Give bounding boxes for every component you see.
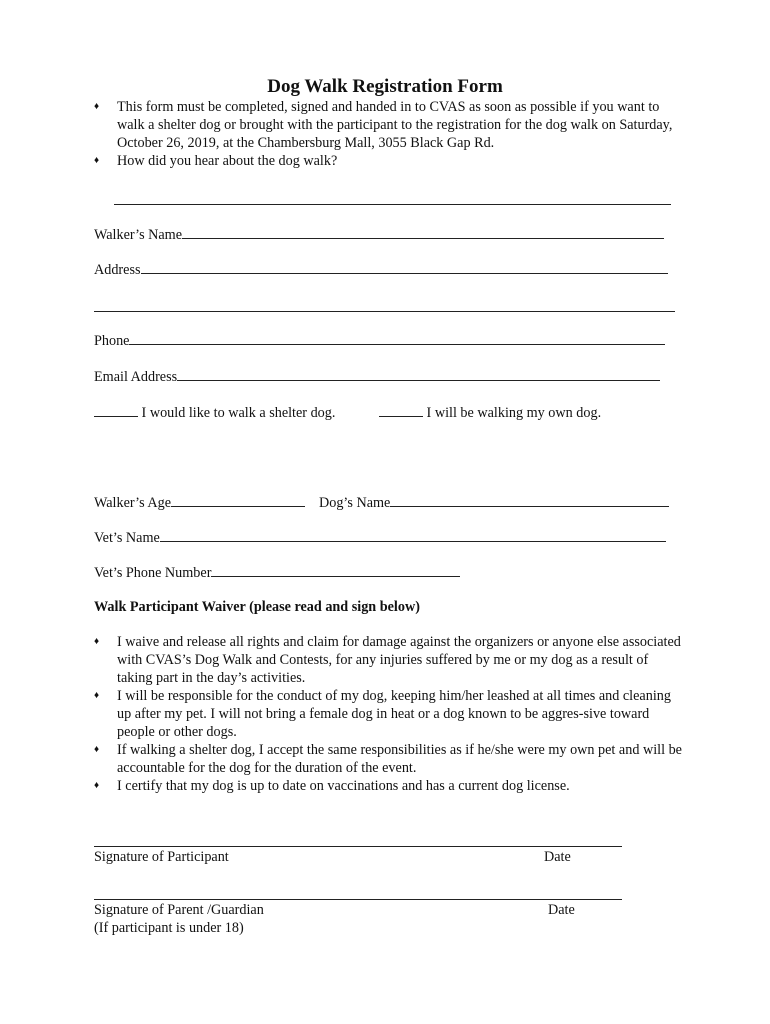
address-label: Address [94, 262, 141, 278]
dog-name-label: Dog’s Name [319, 495, 391, 511]
list-item [94, 633, 684, 687]
own-dog-label: I will be walking my own dog. [426, 405, 602, 421]
diamond-bullet-icon: ♦ [94, 690, 100, 701]
phone-row [94, 330, 665, 350]
diamond-bullet-icon: ♦ [94, 155, 100, 166]
vet-phone-label: Vet’s Phone Number [94, 565, 212, 581]
vet-name-field[interactable] [160, 527, 666, 542]
guardian-note: (If participant is under 18) [94, 920, 244, 936]
list-item [94, 777, 684, 795]
list-item [94, 152, 684, 170]
shelter-dog-checkline[interactable] [94, 402, 138, 417]
dog-name-row [319, 492, 669, 512]
diamond-bullet-icon: ♦ [94, 744, 100, 755]
walker-age-field[interactable] [171, 492, 305, 507]
walker-name-row [94, 224, 664, 244]
participant-signature-line[interactable] [94, 846, 622, 847]
list-item [94, 687, 684, 741]
vet-phone-row [94, 562, 460, 582]
hear-about-answer-line[interactable] [114, 204, 671, 205]
vet-name-label: Vet’s Name [94, 530, 160, 546]
diamond-bullet-icon: ♦ [94, 636, 100, 647]
dog-name-field[interactable] [390, 492, 669, 507]
phone-field[interactable] [129, 330, 665, 345]
address-field[interactable] [141, 259, 668, 274]
intro-text: This form must be completed, signed and handed in to CVAS as soon as possible if you want to walk a shelter dog or brought with the participant to the registration for the dog walk on Saturday, October 26, 2019, at the Chambersburg Mall, 3055 Black Gap Rd. [117, 99, 673, 151]
walker-age-label: Walker’s Age [94, 495, 171, 511]
waiver-text: I will be responsible for the conduct of my dog, keeping him/her leashed at all times and cleaning up after my pet. I will not bring a female dog in heat or a dog known to be aggres-sive toward people or other dogs. [117, 688, 671, 740]
list-item [94, 98, 684, 152]
list-item [94, 741, 684, 777]
guardian-signature-line[interactable] [94, 899, 622, 900]
participant-date-label: Date [544, 849, 571, 865]
phone-label: Phone [94, 333, 130, 349]
vet-phone-field[interactable] [211, 562, 460, 577]
vet-name-row [94, 527, 666, 547]
shelter-dog-option [94, 402, 335, 422]
guardian-signature-label: Signature of Parent /Guardian [94, 902, 264, 918]
walker-name-label: Walker’s Name [94, 227, 183, 243]
email-label: Email Address [94, 369, 178, 385]
address-line-2[interactable] [94, 311, 675, 312]
form-title: Dog Walk Registration Form [267, 76, 503, 97]
address-row [94, 259, 668, 279]
diamond-bullet-icon: ♦ [94, 101, 100, 112]
waiver-text: If walking a shelter dog, I accept the same responsibilities as if he/she were my own pet and will be accountable for the dog for the duration of the event. [117, 742, 682, 776]
walker-age-row [94, 492, 305, 512]
shelter-dog-label: I would like to walk a shelter dog. [141, 405, 336, 421]
diamond-bullet-icon: ♦ [94, 780, 100, 791]
email-row [94, 366, 660, 386]
own-dog-checkline[interactable] [379, 402, 423, 417]
guardian-date-label: Date [548, 902, 575, 918]
intro-list [94, 98, 684, 170]
email-field[interactable] [177, 366, 660, 381]
walker-name-field[interactable] [182, 224, 664, 239]
waiver-text: I waive and release all rights and claim for damage against the organizers or anyone else associated with CVAS’s Dog Walk and Contests, for any injuries suffered by me or my dog as a result of taking part in the day’s activities. [117, 634, 681, 686]
waiver-text: I certify that my dog is up to date on vaccinations and has a current dog license. [117, 778, 570, 794]
hear-about-question: How did you hear about the dog walk? [117, 153, 338, 169]
own-dog-option [379, 402, 601, 422]
waiver-heading: Walk Participant Waiver (please read and sign below) [94, 599, 420, 615]
waiver-list [94, 633, 684, 795]
participant-signature-label: Signature of Participant [94, 849, 229, 865]
